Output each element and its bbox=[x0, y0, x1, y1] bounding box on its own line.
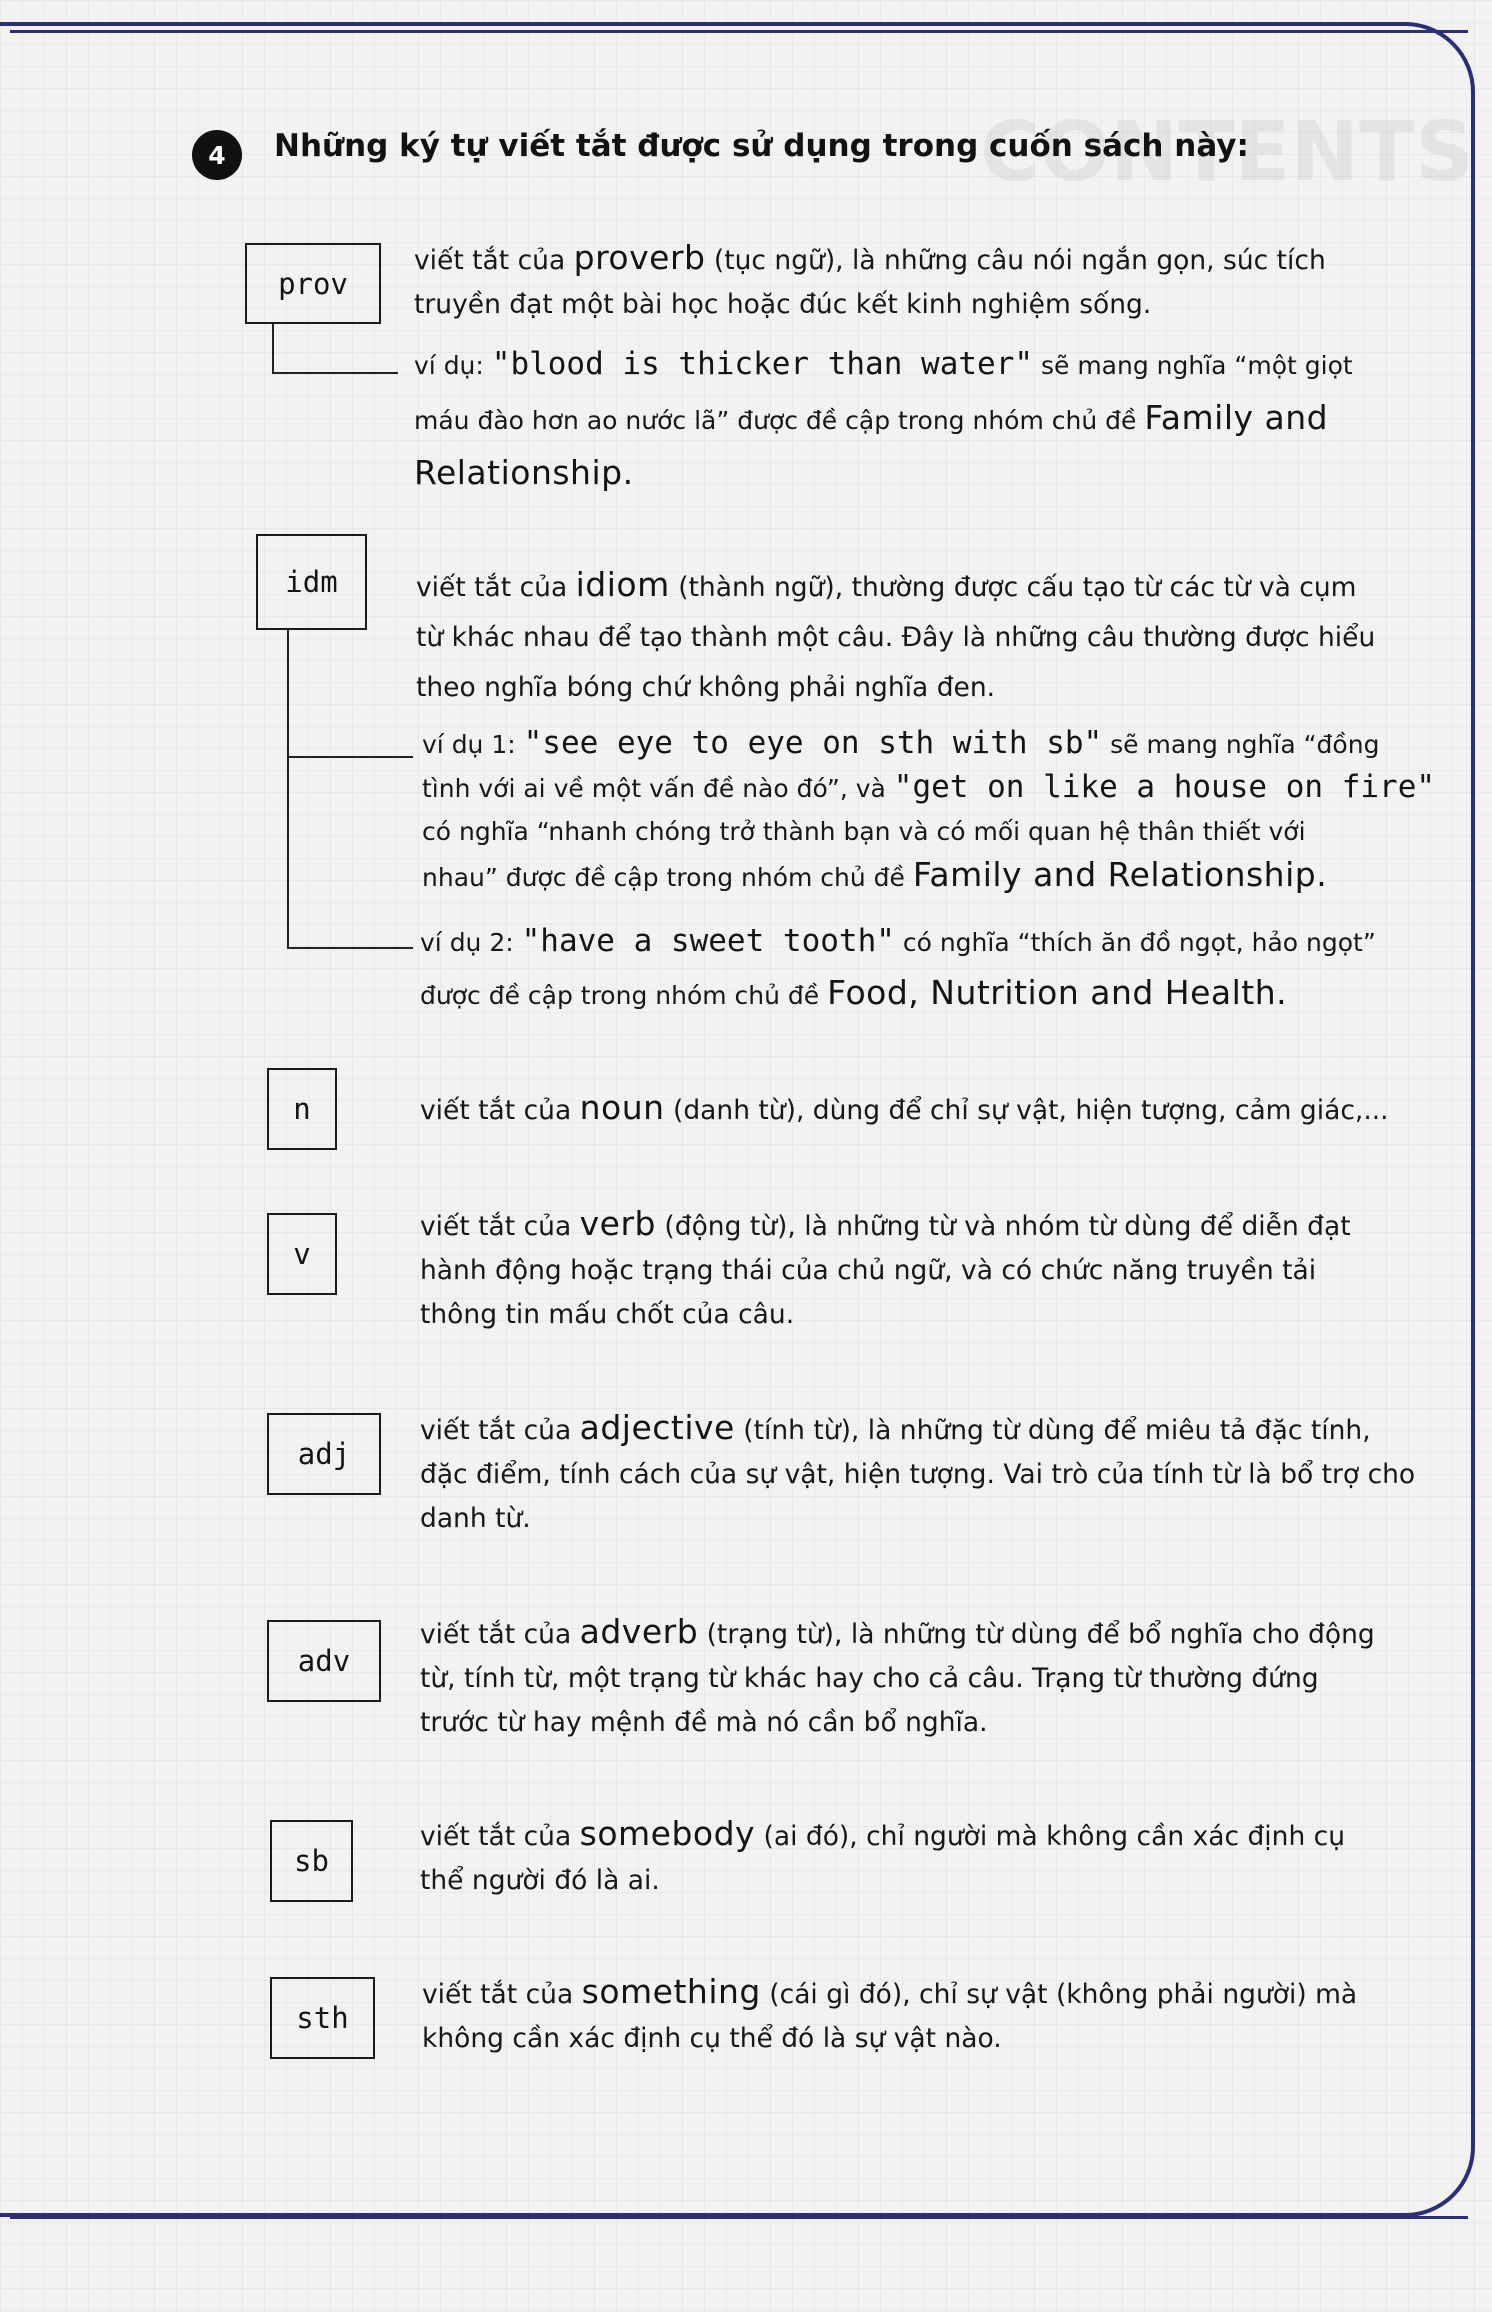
abbr-box-adj: adj bbox=[267, 1413, 381, 1495]
bottom-rule bbox=[10, 2216, 1468, 2219]
definition-idm: viết tắt của idiom (thành ngữ), thường được cấu tạo từ các từ và cụm từ khác nhau để tạo thành một câu. Đây là những câu thường được hiểu theo nghĩa bóng chứ không phải nghĩa đen. bbox=[416, 565, 1376, 703]
section-title: Những ký tự viết tắt được sử dụng trong cuốn sách này: bbox=[274, 128, 1249, 164]
definition-adv: viết tắt của adverb (trạng từ), là những từ dùng để bổ nghĩa cho động từ, tính từ, một trạng từ khác hay cho cả câu. Trạng từ thường đứng trước từ hay mệnh đề mà nó cần bổ nghĩa. bbox=[420, 1612, 1375, 1738]
connector-line bbox=[287, 756, 413, 758]
connector-line bbox=[272, 324, 274, 372]
example-idm-2: ví dụ 2: "have a sweet tooth" có nghĩa “thích ăn đồ ngọt, hảo ngọt” được đề cập trong nhóm chủ đề Food, Nutrition and Health. bbox=[420, 923, 1376, 1012]
connector-line bbox=[272, 372, 398, 374]
connector-line bbox=[287, 947, 413, 949]
section-number-badge: 4 bbox=[192, 130, 242, 180]
abbr-box-adv: adv bbox=[267, 1620, 381, 1702]
abbr-box-idm: idm bbox=[256, 534, 367, 630]
definition-adj: viết tắt của adjective (tính từ), là những từ dùng để miêu tả đặc tính, đặc điểm, tính cách của sự vật, hiện tượng. Vai trò của tính từ là bổ trợ cho danh từ. bbox=[420, 1408, 1416, 1534]
abbr-box-sth: sth bbox=[270, 1977, 375, 2059]
abbr-box-prov: prov bbox=[245, 243, 381, 324]
definition-v: viết tắt của verb (động từ), là những từ và nhóm từ dùng để diễn đạt hành động hoặc trạng thái của chủ ngữ, và có chức năng truyền tải thông tin mấu chốt của câu. bbox=[420, 1204, 1351, 1330]
abbr-box-v: v bbox=[267, 1213, 337, 1295]
abbr-box-sb: sb bbox=[270, 1820, 353, 1902]
example-idm-1: ví dụ 1: "see eye to eye on sth with sb" sẽ mang nghĩa “đồng tình với ai về một vấn đề nào đó”, và "get on like a house on fire" có nghĩa “nhanh chóng trở thành bạn và có mối quan hệ thân thiết với nhau” được đề cập trong nhóm chủ đề Family and Relationship. bbox=[422, 725, 1436, 894]
definition-sth: viết tắt của something (cái gì đó), chỉ sự vật (không phải người) mà không cần xác định cụ thể đó là sự vật nào. bbox=[422, 1972, 1358, 2054]
definition-sb: viết tắt của somebody (ai đó), chỉ người mà không cần xác định cụ thể người đó là ai. bbox=[420, 1814, 1346, 1896]
show-through-text: CONTENTS bbox=[980, 105, 1475, 200]
definition-prov: viết tắt của proverb (tục ngữ), là những câu nói ngắn gọn, súc tích truyền đạt một bài học hoặc đúc kết kinh nghiệm sống. bbox=[414, 238, 1326, 320]
definition-n: viết tắt của noun (danh từ), dùng để chỉ sự vật, hiện tượng, cảm giác,... bbox=[420, 1088, 1389, 1127]
section-header bbox=[192, 124, 1392, 184]
connector-line bbox=[287, 630, 289, 948]
example-prov: ví dụ: "blood is thicker than water" sẽ mang nghĩa “một giọt máu đào hơn ao nước lã” được đề cập trong nhóm chủ đề Family and Relationship. bbox=[414, 346, 1353, 492]
abbr-box-n: n bbox=[267, 1068, 337, 1150]
